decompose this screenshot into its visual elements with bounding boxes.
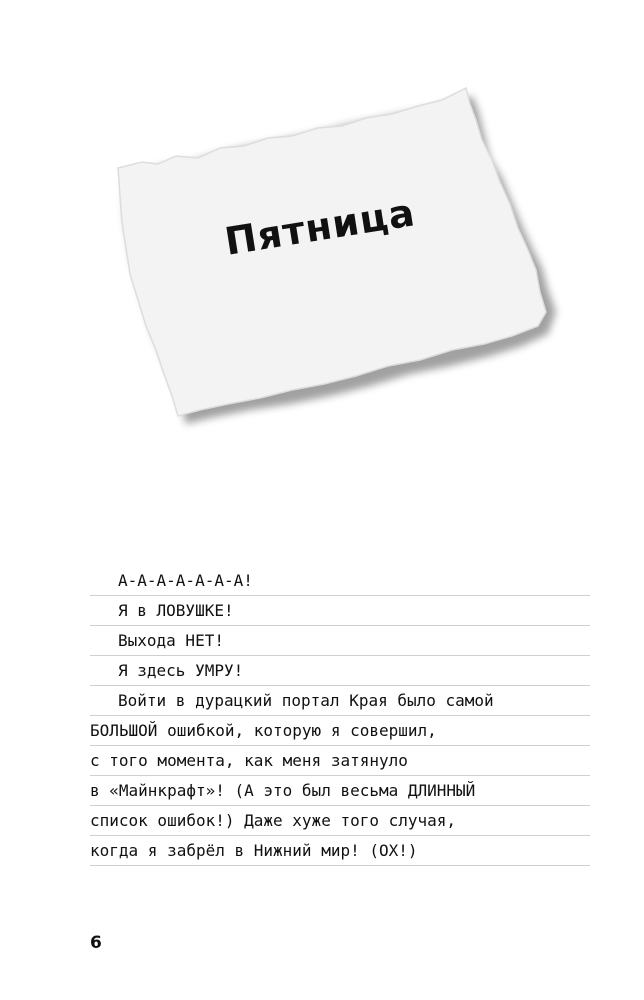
text-line: Выхода НЕТ!	[90, 626, 590, 656]
text-line: когда я забрёл в Нижний мир! (ОХ!)	[90, 836, 590, 866]
text-line: с того момента, как меня затянуло	[90, 746, 590, 776]
text-line: БОЛЬШОЙ ошибкой, которую я совершил,	[90, 716, 590, 746]
lined-text-block	[90, 566, 590, 866]
text-line: Я в ЛОВУШКЕ!	[90, 596, 590, 626]
text-line: в «Майнкрафт»! (А это был весьма ДЛИННЫЙ	[90, 776, 590, 806]
text-line: список ошибок!) Даже хуже того случая,	[90, 806, 590, 836]
note-title: Пятница	[221, 190, 419, 264]
paper-sheet	[118, 88, 546, 416]
text-line: А-А-А-А-А-А-А!	[90, 566, 590, 596]
text-line: Войти в дурацкий портал Края было самой	[90, 686, 590, 716]
page-number: 6	[90, 933, 102, 953]
text-line: Я здесь УМРУ!	[90, 656, 590, 686]
